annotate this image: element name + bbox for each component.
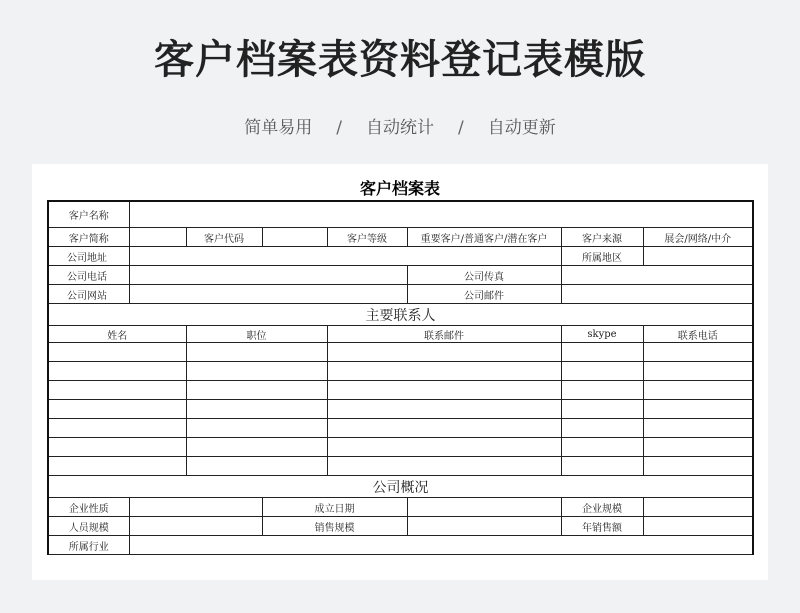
- label-staff: 人员规模: [48, 517, 129, 536]
- contacts-section-title: 主要联系人: [48, 304, 753, 326]
- cell[interactable]: [561, 457, 643, 476]
- cell[interactable]: [327, 381, 561, 400]
- label-customer-name: 客户名称: [48, 201, 129, 228]
- cell[interactable]: [561, 400, 643, 419]
- cell[interactable]: [327, 419, 561, 438]
- cell[interactable]: [561, 419, 643, 438]
- cell[interactable]: [186, 381, 327, 400]
- input-website[interactable]: [129, 285, 407, 304]
- cell[interactable]: [643, 343, 753, 362]
- cell[interactable]: [186, 362, 327, 381]
- cell[interactable]: [561, 343, 643, 362]
- cell[interactable]: [48, 457, 186, 476]
- input-short-name[interactable]: [129, 228, 186, 247]
- input-staff[interactable]: [129, 517, 262, 536]
- contacts-row: [48, 362, 753, 381]
- cell[interactable]: [186, 400, 327, 419]
- contacts-row: [48, 457, 753, 476]
- input-industry[interactable]: [129, 536, 753, 555]
- contacts-row: [48, 438, 753, 457]
- label-email: 公司邮件: [407, 285, 561, 304]
- cell[interactable]: [48, 381, 186, 400]
- row-customer-name: [48, 201, 753, 228]
- row-staff: [48, 517, 753, 536]
- cell[interactable]: [643, 400, 753, 419]
- cell[interactable]: [327, 362, 561, 381]
- input-annual-sales[interactable]: [643, 517, 753, 536]
- cell[interactable]: [186, 343, 327, 362]
- input-founded[interactable]: [407, 498, 561, 517]
- cell[interactable]: [643, 438, 753, 457]
- row-short-name: [48, 228, 753, 247]
- form-sheet: [32, 164, 768, 580]
- cell[interactable]: [48, 362, 186, 381]
- tag-auto-stats: 自动统计: [366, 118, 434, 138]
- cell[interactable]: [327, 438, 561, 457]
- input-fax[interactable]: [561, 266, 753, 285]
- input-email[interactable]: [561, 285, 753, 304]
- row-nature: [48, 498, 753, 517]
- cell[interactable]: [48, 419, 186, 438]
- cell[interactable]: [327, 343, 561, 362]
- input-customer-source[interactable]: 展会/网络/中介: [643, 228, 753, 247]
- cell[interactable]: [643, 457, 753, 476]
- cell[interactable]: [561, 381, 643, 400]
- cell[interactable]: [186, 419, 327, 438]
- row-overview-section: [48, 476, 753, 498]
- row-contacts-section: [48, 304, 753, 326]
- input-customer-level[interactable]: 重要客户/普通客户/潜在客户: [407, 228, 561, 247]
- contacts-col-skype: skype: [561, 326, 643, 343]
- tag-easy: 简单易用: [244, 118, 313, 138]
- label-customer-level: 客户等级: [327, 228, 407, 247]
- contacts-row: [48, 419, 753, 438]
- cell[interactable]: [643, 419, 753, 438]
- label-short-name: 客户简称: [48, 228, 129, 247]
- cell[interactable]: [643, 362, 753, 381]
- label-annual-sales: 年销售额: [561, 517, 643, 536]
- contacts-header-row: [48, 326, 753, 343]
- label-scale: 企业规模: [561, 498, 643, 517]
- tag-separator: /: [458, 118, 464, 138]
- cell[interactable]: [327, 457, 561, 476]
- input-address[interactable]: [129, 247, 561, 266]
- tag-auto-update: 自动更新: [487, 118, 556, 138]
- label-website: 公司网站: [48, 285, 129, 304]
- input-scale[interactable]: [643, 498, 753, 517]
- tag-separator: /: [336, 118, 342, 138]
- input-nature[interactable]: [129, 498, 262, 517]
- input-phone[interactable]: [129, 266, 407, 285]
- cell[interactable]: [643, 381, 753, 400]
- label-customer-code: 客户代码: [186, 228, 262, 247]
- sheet-title: 客户档案表: [359, 179, 440, 198]
- banner-title: 客户档案表资料登记表模版: [154, 37, 646, 83]
- cell[interactable]: [48, 343, 186, 362]
- row-website: [48, 285, 753, 304]
- customer-form-table: [47, 200, 754, 555]
- input-sales-scale[interactable]: [407, 517, 561, 536]
- label-nature: 企业性质: [48, 498, 129, 517]
- label-sales-scale: 销售规模: [262, 517, 407, 536]
- contacts-col-phone: 联系电话: [643, 326, 753, 343]
- contacts-col-name: 姓名: [48, 326, 186, 343]
- cell[interactable]: [561, 438, 643, 457]
- overview-section-title: 公司概况: [48, 476, 753, 498]
- label-customer-source: 客户来源: [561, 228, 643, 247]
- contacts-col-position: 职位: [186, 326, 327, 343]
- label-address: 公司地址: [48, 247, 129, 266]
- contacts-row: [48, 343, 753, 362]
- label-phone: 公司电话: [48, 266, 129, 285]
- contacts-row: [48, 400, 753, 419]
- cell[interactable]: [561, 362, 643, 381]
- label-region: 所属地区: [561, 247, 643, 266]
- label-founded: 成立日期: [262, 498, 407, 517]
- row-address: [48, 247, 753, 266]
- label-industry: 所属行业: [48, 536, 129, 555]
- input-region[interactable]: [643, 247, 753, 266]
- cell[interactable]: [327, 400, 561, 419]
- cell[interactable]: [48, 438, 186, 457]
- label-fax: 公司传真: [407, 266, 561, 285]
- input-customer-name[interactable]: [129, 201, 753, 228]
- input-customer-code[interactable]: [262, 228, 327, 247]
- cell[interactable]: [48, 400, 186, 419]
- row-phone: [48, 266, 753, 285]
- tagline: [0, 113, 800, 138]
- cell[interactable]: [186, 457, 327, 476]
- cell[interactable]: [186, 438, 327, 457]
- row-industry: [48, 536, 753, 555]
- contacts-row: [48, 381, 753, 400]
- contacts-col-email: 联系邮件: [327, 326, 561, 343]
